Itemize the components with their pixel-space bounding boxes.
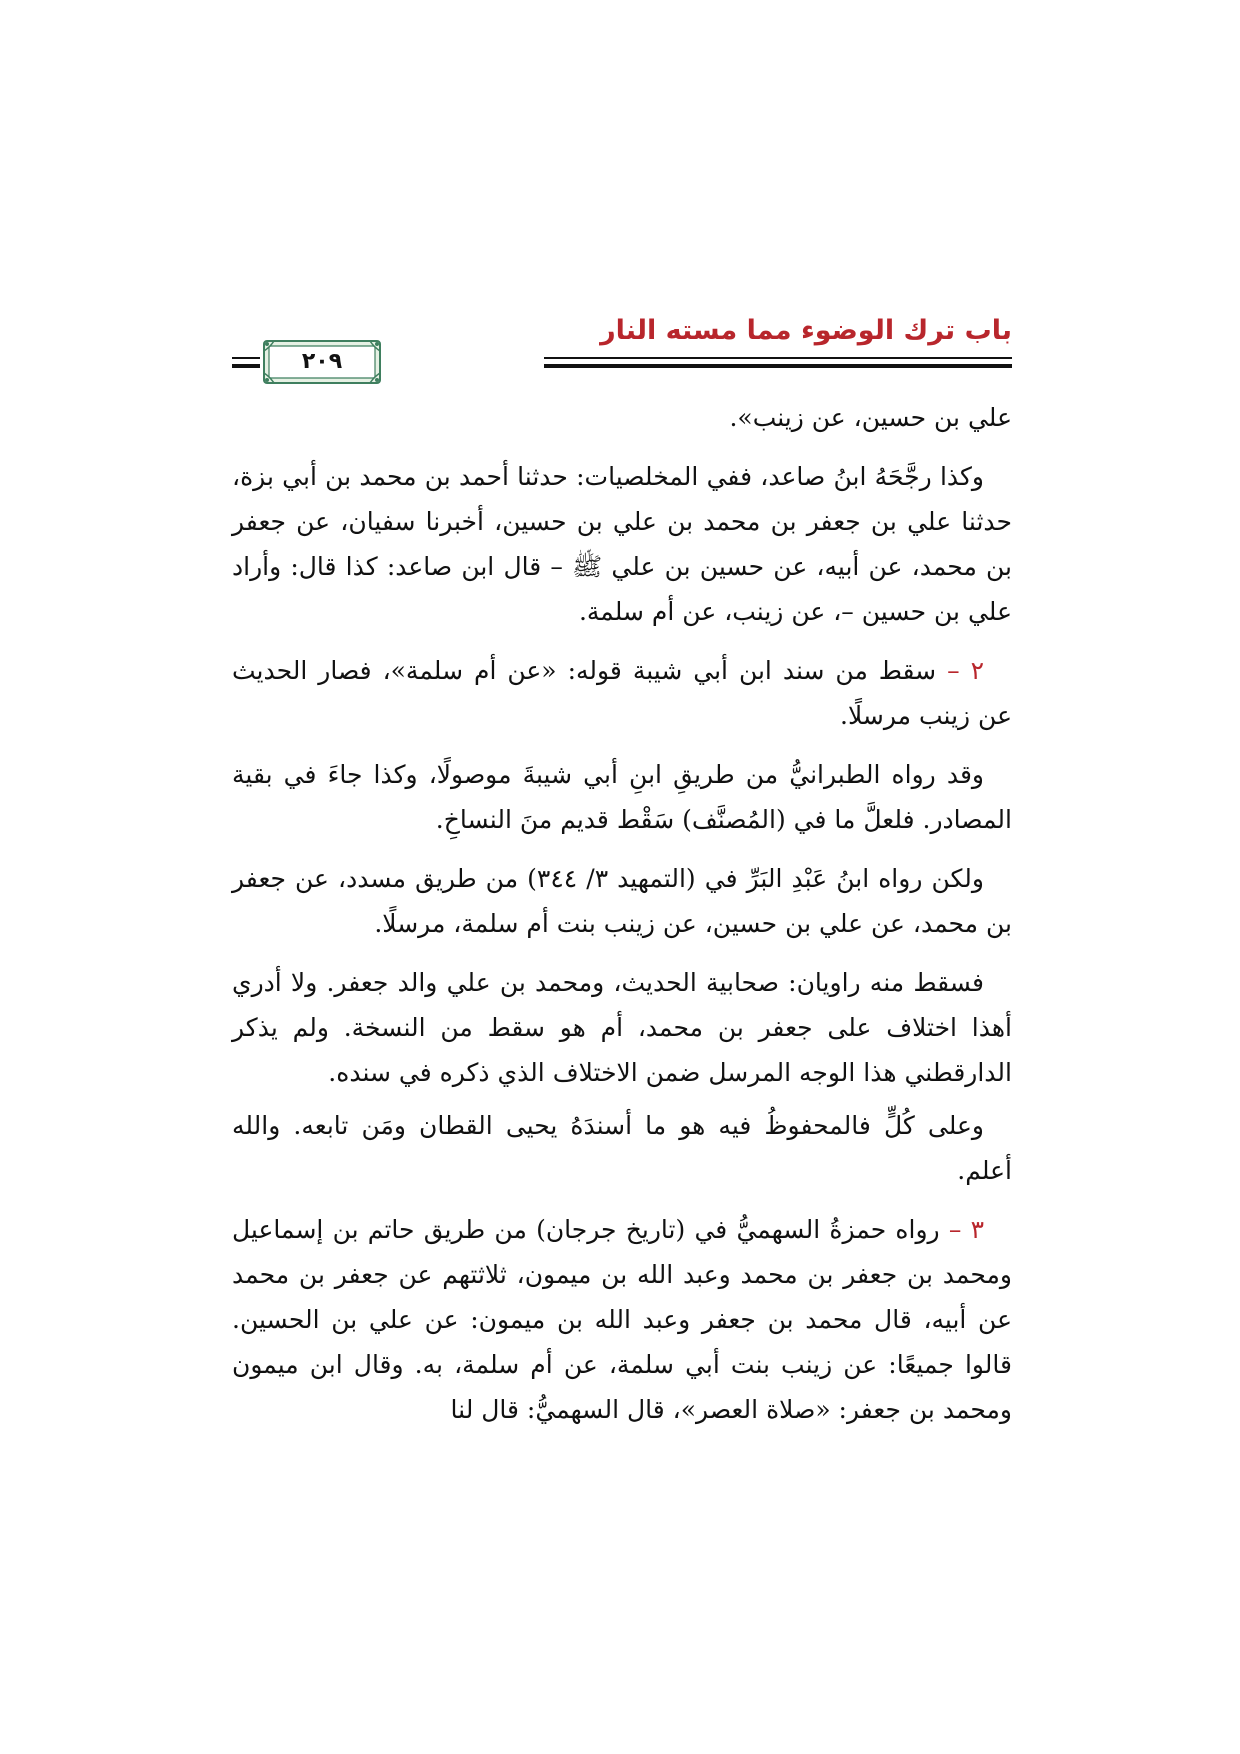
numbered-paragraph [232,648,1012,738]
paragraph-number: ٣ – [948,1215,984,1244]
paragraph [232,856,1012,946]
page-number-badge [262,339,382,385]
header-rule-left-thin [232,357,260,359]
chapter-title: باب ترك الوضوء مما مسته النار [600,315,1012,346]
header-rule-thin [544,357,1012,359]
header-rule-left-thick [232,364,260,368]
paragraph [232,395,1012,440]
paragraph-text: فسقط منه راويان: صحابية الحديث، ومحمد بن علي والد جعفر. ولا أدري أهذا اختلاف على جعفر بن محمد، أم هو سقط من النسخة. ولم يذكر الدارقطني هذا الوجه المرسل ضمن الاختلاف الذي ذكره في سنده. [232,968,1012,1087]
paragraph [232,454,1012,634]
paragraph-text: ولكن رواه ابنُ عَبْدِ البَرِّ في (التمهيد ٣/ ٣٤٤) من طريق مسدد، عن جعفر بن محمد، عن علي بن حسين، عن زينب بنت أم سلمة، مرسلًا. [232,864,1012,938]
paragraph-text: وقد رواه الطبرانيُّ من طريقِ ابنِ أبي شيبةَ موصولًا، وكذا جاءَ في بقية المصادر. فلعلَّ ما في (المُصنَّف) سَقْط قديم منَ النساخِ. [232,760,1012,834]
numbered-paragraph [232,1207,1012,1432]
body-text [232,395,1012,1440]
paragraph-text: رواه حمزةُ السهميُّ في (تاريخ جرجان) من طريق حاتم بن إسماعيل ومحمد بن جعفر بن محمد وعبد الله بن ميمون، ثلاثتهم عن جعفر بن محمد عن أبيه، قال محمد بن جعفر وعبد الله بن ميمون: عن علي بن الحسين. قالوا جميعًا: عن زينب بنت أبي سلمة، عن أم سلمة، به. وقال ابن ميمون ومحمد بن جعفر: «صلاة العصر»، قال السهميُّ: قال لنا [232,1215,1012,1424]
paragraph-text: وعلى كُلٍّ فالمحفوظُ فيه هو ما أسندَهُ يحيى القطان ومَن تابعه. والله أعلم. [232,1111,1012,1185]
paragraph-text: علي بن حسين، عن زينب». [729,403,1012,432]
page-number: ٢٠٩ [301,349,343,374]
paragraph-text: وكذا رجَّحَهُ ابنُ صاعد، ففي المخلصيات: حدثنا أحمد بن محمد بن أبي بزة، حدثنا علي بن جعفر بن محمد بن علي بن حسين، أخبرنا سفيان، عن جعفر بن محمد، عن أبيه، عن حسين بن علي ﷺ – قال ابن صاعد: كذا قال: وأراد علي بن حسين –، عن زينب، عن أم سلمة. [232,462,1012,626]
page-header [232,305,1012,385]
paragraph [232,1103,1012,1193]
header-rule-thick [544,364,1012,368]
paragraph-text: سقط من سند ابن أبي شيبة قوله: «عن أم سلمة»، فصار الحديث عن زينب مرسلًا. [232,656,1012,730]
paragraph-number: ٢ – [947,656,984,685]
paragraph [232,960,1012,1095]
paragraph [232,752,1012,842]
